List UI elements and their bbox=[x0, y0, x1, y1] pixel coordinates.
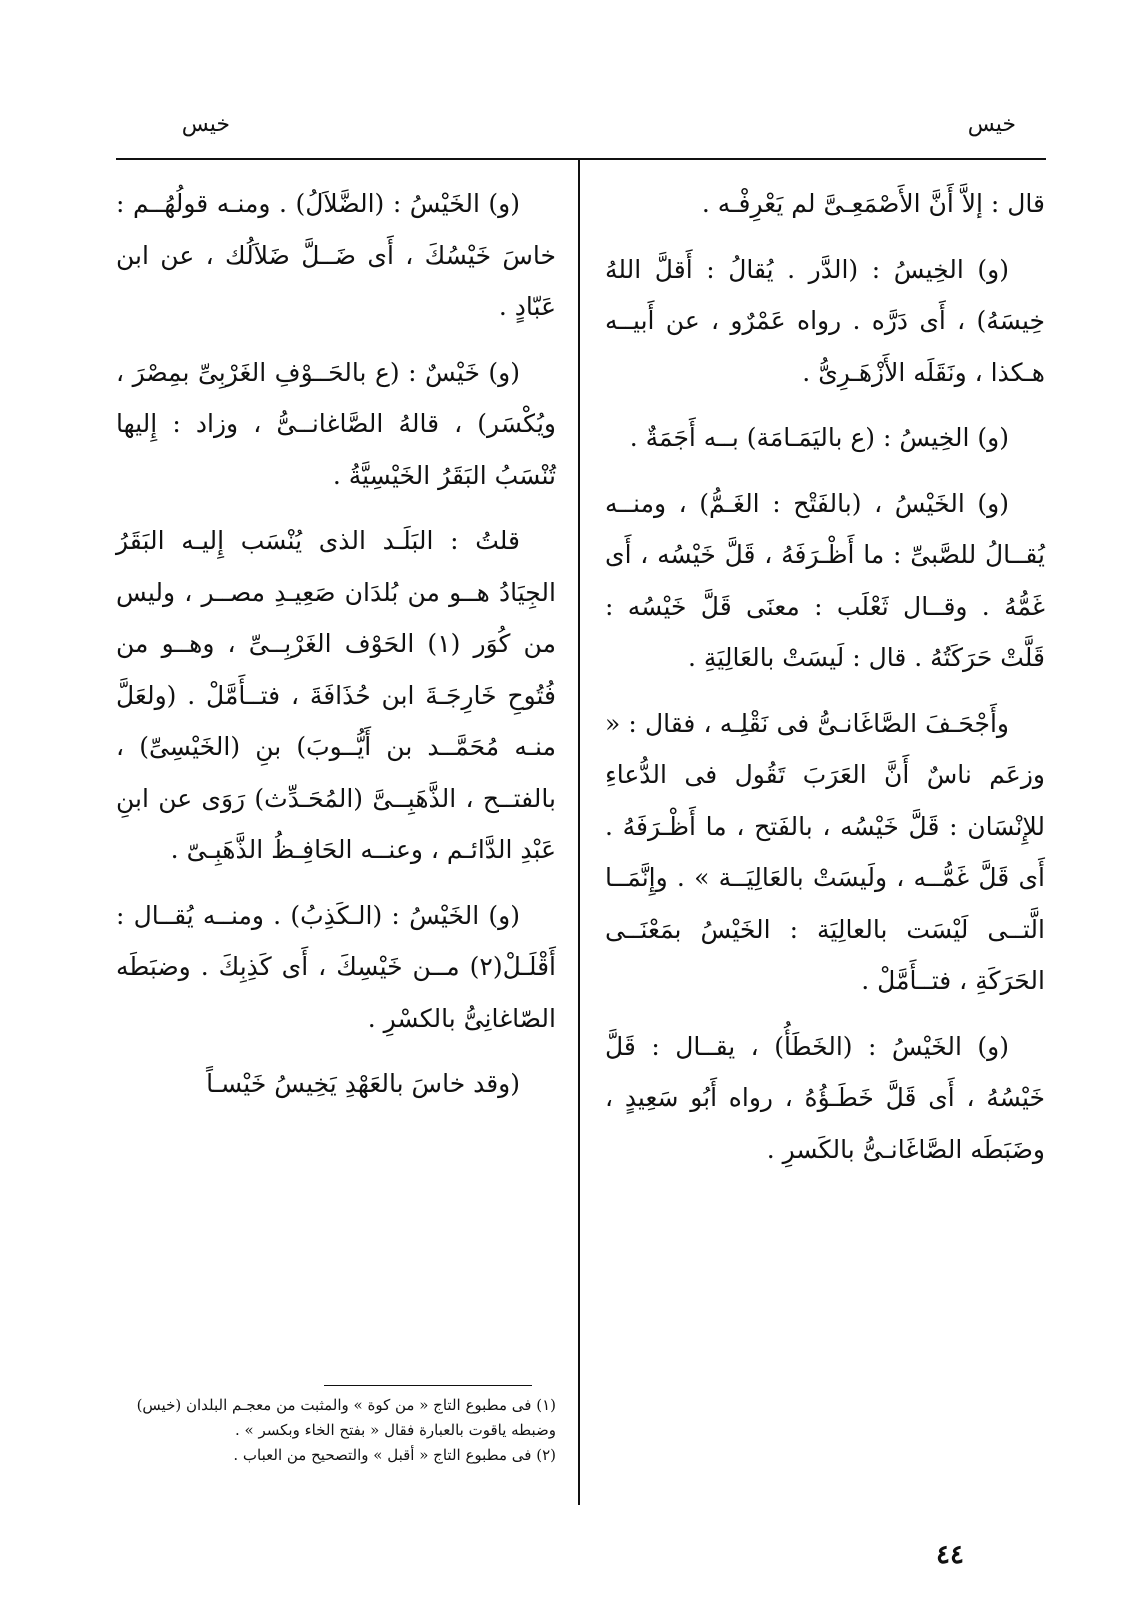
paragraph: (و) الخَيْسُ : (الخَطَأُ) ، يقــال : قَلَّ خَيْسُهُ ، أَى قَلَّ خَطَـؤُهُ ، رواه أَبُو سَعِيدٍ ، وضَبَطَه الصَّاغَانـىُّ بالكَسرِ . bbox=[605, 1031, 1045, 1164]
header-entry-word-left: خيس bbox=[181, 112, 230, 137]
footnote: (٢) فى مطبوع التاج « أقبل » والتصحيح من العباب . bbox=[233, 1446, 556, 1464]
paragraph: (و) الخَيْسُ : (الضَّلاَلُ) . ومنـه قولُهُــم : خاسَ خَيْسُكَ ، أَى ضَــلَّ ضَلاَلُك ، عن ابن عَبّادٍ . bbox=[116, 189, 556, 321]
paragraph: (و) الخِيسُ : (ع باليَمَـامَة) بــه أَجَمَةٌ . bbox=[629, 423, 1009, 452]
paragraph: (وقد خاسَ بالعَهْدِ يَخِيسُ خَيْسـاً bbox=[206, 1069, 520, 1098]
paragraph: (و) خَيْسٌ : (ع بالحَــوْفِ الغَرْبِىِّ بمِصْرَ ، ويُكْسَر) ، قالهُ الصَّاغانــىُّ ، وزاد : إِليها تُنْسَبُ البَقَرُ الخَيْسِيَّةُ . bbox=[116, 357, 556, 490]
paragraph: قال : إلاَّ أَنَّ الأَصْمَعِـىَّ لم يَعْرِفْـه . bbox=[701, 189, 1045, 218]
header-entry-word-right: خيس bbox=[967, 112, 1016, 137]
column-divider bbox=[578, 160, 580, 1505]
paragraph: قلتُ : البَلَـد الذى يُنْسَب إِليـه البَقَرُ الجِيَادُ هــو من بُلدَان صَعِيـدِ مصــر ، وليس من كُوَر (١) الحَوْف الغَرْبِــىِّ ، وهــو من فُتُوحِ خَارِجَـةَ ابن حُذَافَةَ ، فتــأَمَّلْ . (ولعَلَّ منـه مُحَمَّــد بن أَيُّــوبَ) بنِ (الخَيْسِىِّ) ، بالفتــح ، الذَّهَبِــىَّ (المُحَـدِّث) رَوَى عن ابنِ عَبْدِ الدَّائـم ، وعنــه الحَافِـظُ الذَّهَبِـىّ . bbox=[116, 526, 556, 864]
paragraph: (و) الخِيسُ : (الدَّر . يُقالُ : أَقلَّ اللهُ خِيسَهُ) ، أَى دَرَّه . رواه عَمْرٌو ، عن أَبيــه هـكذا ، ونَقَلَه الأَزْهَـرِىُّ . bbox=[605, 254, 1045, 387]
left-column bbox=[116, 178, 556, 1124]
paragraph: (و) الخَيْسُ : (الـكَذِبُ) . ومنــه يُقــال : أَقْلَـلْ(٢) مــن خَيْسِكَ ، أَى كَذِبِكَ . وضبَطَه الصّاغانِىُّ بالكسْرِ . bbox=[116, 900, 556, 1033]
paragraph: (و) الخَيْسُ ، (بالفَتْح : الغَـمُّ) ، ومنــه يُقــالُ للصَّبىِّ : ما أَظْـرَفَهُ ، قَلَّ خَيْسُه ، أَى غَمُّهُ . وقــال ثَعْلَب : معنَى قَلَّ خَيْسُه : قَلَّتْ حَرَكَتُهُ . قال : لَيسَتْ بالعَالِيَةِ . bbox=[605, 488, 1045, 672]
page-number: ٤٤ bbox=[936, 1540, 964, 1570]
footnote-rule bbox=[324, 1385, 532, 1386]
right-column bbox=[605, 178, 1045, 1189]
footnote: (١) فى مطبوع التاج « من كوة » والمثبت من معجـم البلدان (خيس) وضبطه ياقوت بالعبارة فقال « بفتح الخاء وبكسر » . bbox=[136, 1396, 556, 1439]
paragraph: وأَجْحَـفَ الصَّاغَانـىُّ فى نَقْلِـه ، فقال : « وزعَم ناسٌ أَنَّ العَرَبَ تَقُول فى الدُّعاءِ للإِنْسَان : قَلَّ خَيْسُه ، بالفَتح ، ما أَظْـرَفَهُ . أَى قَلَّ غَمُّــه ، ولَيسَتْ بالعَالِيَــة » . وإِنَّمَــا الَّتــى لَيْسَت بالعالِيَة : الخَيْسُ بمَعْنَــى الحَرَكَةِ ، فتــأَمَّلْ . bbox=[605, 708, 1045, 995]
footnotes bbox=[116, 1393, 556, 1468]
header-rule bbox=[116, 158, 1046, 160]
